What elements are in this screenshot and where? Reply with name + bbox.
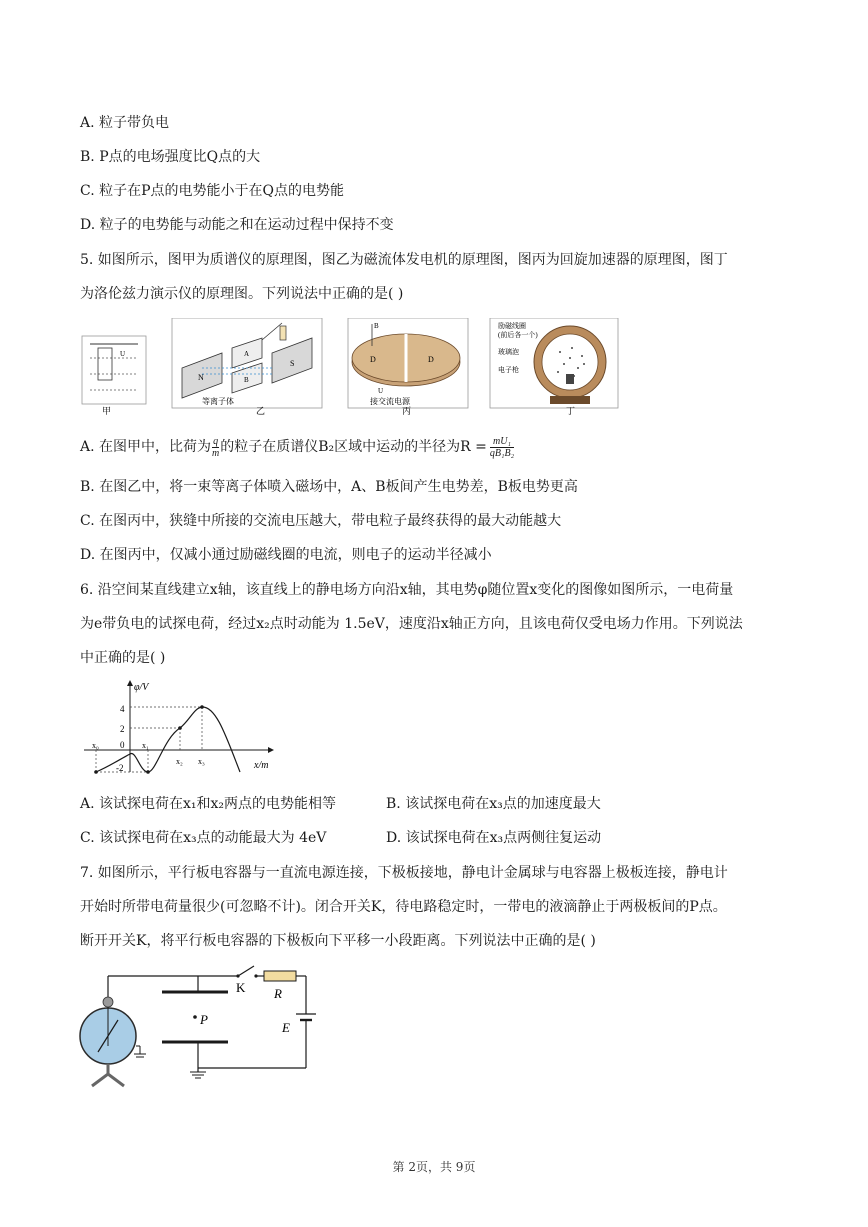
page-footer: 第 2页，共 9页 (392, 1160, 476, 1174)
x-tick-x0: x₀ (92, 741, 99, 750)
svg-text:B: B (244, 376, 249, 384)
fig-ding-coil2-label: (前后各一个) (498, 331, 538, 339)
fig-ding-bulb-label: 玻璃泡 (498, 348, 519, 356)
fig-label-bing: 丙 (402, 406, 412, 416)
x-tick-x1: x₁ (142, 741, 149, 750)
q6-stem-line1: 6. 沿空间某直线建立x轴，该直线上的静电场方向沿x轴，其电势φ随位置x变化的图像如图所示，一电荷量 (80, 582, 734, 598)
x-axis-label: x/m (254, 760, 269, 771)
svg-text:B: B (374, 322, 379, 330)
y-tick-neg2: -2 (116, 763, 124, 773)
y-tick-4: 4 (120, 704, 125, 714)
fraction-denominator-m: m (212, 447, 220, 459)
q7-stem-line1: 7. 如图所示，平行板电容器与一直流电源连接，下极板接地，静电计金属球与电容器上极板连接，静电计 (80, 865, 728, 881)
q5-option-a-prefix: A. 在图甲中，比荷为 (80, 439, 212, 455)
emf-label: E (282, 1020, 290, 1035)
fig-ding-coil-label: 励磁线圈 (498, 322, 526, 330)
charge-mass-fraction (212, 436, 219, 459)
svg-text:U: U (378, 387, 384, 395)
resistor-label: R (274, 986, 282, 1001)
q6-option-a: A. 该试探电荷在x₁和x₂两点的电势能相等 (80, 796, 337, 812)
figure-jia (82, 336, 146, 416)
capacitor-circuit (78, 962, 328, 1092)
svg-text:U: U (120, 350, 126, 358)
q5-option-a-mid: 的粒子在质谱仪B₂区域中运动的半径为R = (220, 439, 487, 455)
fig-ding-gun-label: 电子枪 (498, 366, 519, 374)
q5-stem-line1: 5. 如图所示，图甲为质谱仪的原理图，图乙为磁流体发电机的原理图，图丙为回旋加速器的原理图，图丁 (80, 252, 728, 268)
fraction-numerator-q: q (213, 435, 219, 447)
q5-option-c: C. 在图丙中，狭缝中所接的交流电压越大，带电粒子最终获得的最大动能越大 (80, 513, 562, 529)
q4-option-d: D. 粒子的电势能与动能之和在运动过程中保持不变 (80, 217, 394, 233)
figure-ding (490, 318, 618, 416)
figure-bing (348, 318, 468, 416)
q7-stem-line3: 断开开关K，将平行板电容器的下极板向下平移一小段距离。下列说法中正确的是( ) (80, 933, 596, 949)
q4-option-c: C. 粒子在P点的电势能小于在Q点的电势能 (80, 183, 345, 199)
x-tick-x3: x₃ (198, 757, 205, 766)
q7-stem-line2: 开始时所带电荷量很少(可忽略不计)。闭合开关K，待电路稳定时，一带电的液滴静止于两极板间的P点。 (80, 899, 727, 915)
radius-numerator: mU₁ (490, 436, 514, 448)
svg-text:S: S (290, 359, 295, 368)
fig-yi-plasma-label: 等离子体 (202, 397, 234, 406)
q6-option-d: D. 该试探电荷在x₃点两侧往复运动 (386, 830, 602, 846)
potential-graph (80, 676, 280, 778)
svg-text:D: D (428, 355, 434, 364)
q5-option-b: B. 在图乙中，将一束等离子体喷入磁场中，A、B板间产生电势差，B板电势更高 (80, 479, 578, 495)
switch-label: K (236, 980, 246, 995)
y-tick-0: 0 (120, 740, 125, 750)
q5-stem-line2: 为洛伦兹力演示仪的原理图。下列说法中正确的是( ) (80, 286, 404, 302)
q4-option-a: A. 粒子带负电 (80, 115, 170, 131)
fig-label-jia: 甲 (102, 406, 112, 416)
y-axis-label: φ/V (134, 682, 149, 693)
fig-label-yi: 乙 (256, 406, 266, 416)
q6-option-c: C. 该试探电荷在x₃点的动能最大为 4eV (80, 830, 327, 846)
radius-denominator: qB₁B₂ (489, 447, 515, 459)
q5-option-a (80, 434, 514, 460)
fig-label-ding: 丁 (566, 406, 576, 416)
q6-stem-line2: 为e带负电的试探电荷，经过x₂点时动能为 1.5eV，速度沿x轴正方向，且该电荷仅受电场力作用。下列说法 (80, 616, 743, 632)
point-p-label: P (200, 1012, 208, 1027)
q4-option-b: B. P点的电场强度比Q点的大 (80, 149, 261, 165)
y-tick-2: 2 (120, 724, 125, 734)
svg-text:N: N (198, 373, 204, 382)
svg-text:D: D (370, 355, 376, 364)
svg-text:A: A (244, 350, 250, 358)
q6-stem-line3: 中正确的是( ) (80, 650, 166, 666)
fig-bing-source-label: 接交流电源 (370, 397, 410, 406)
radius-fraction (490, 436, 514, 459)
x-tick-x2: x₂ (176, 757, 183, 766)
figure-yi (172, 318, 322, 416)
q5-figures (80, 318, 625, 416)
q5-option-d: D. 在图丙中，仅减小通过励磁线圈的电流，则电子的运动半径减小 (80, 547, 492, 563)
q6-option-b: B. 该试探电荷在x₃点的加速度最大 (386, 796, 601, 812)
